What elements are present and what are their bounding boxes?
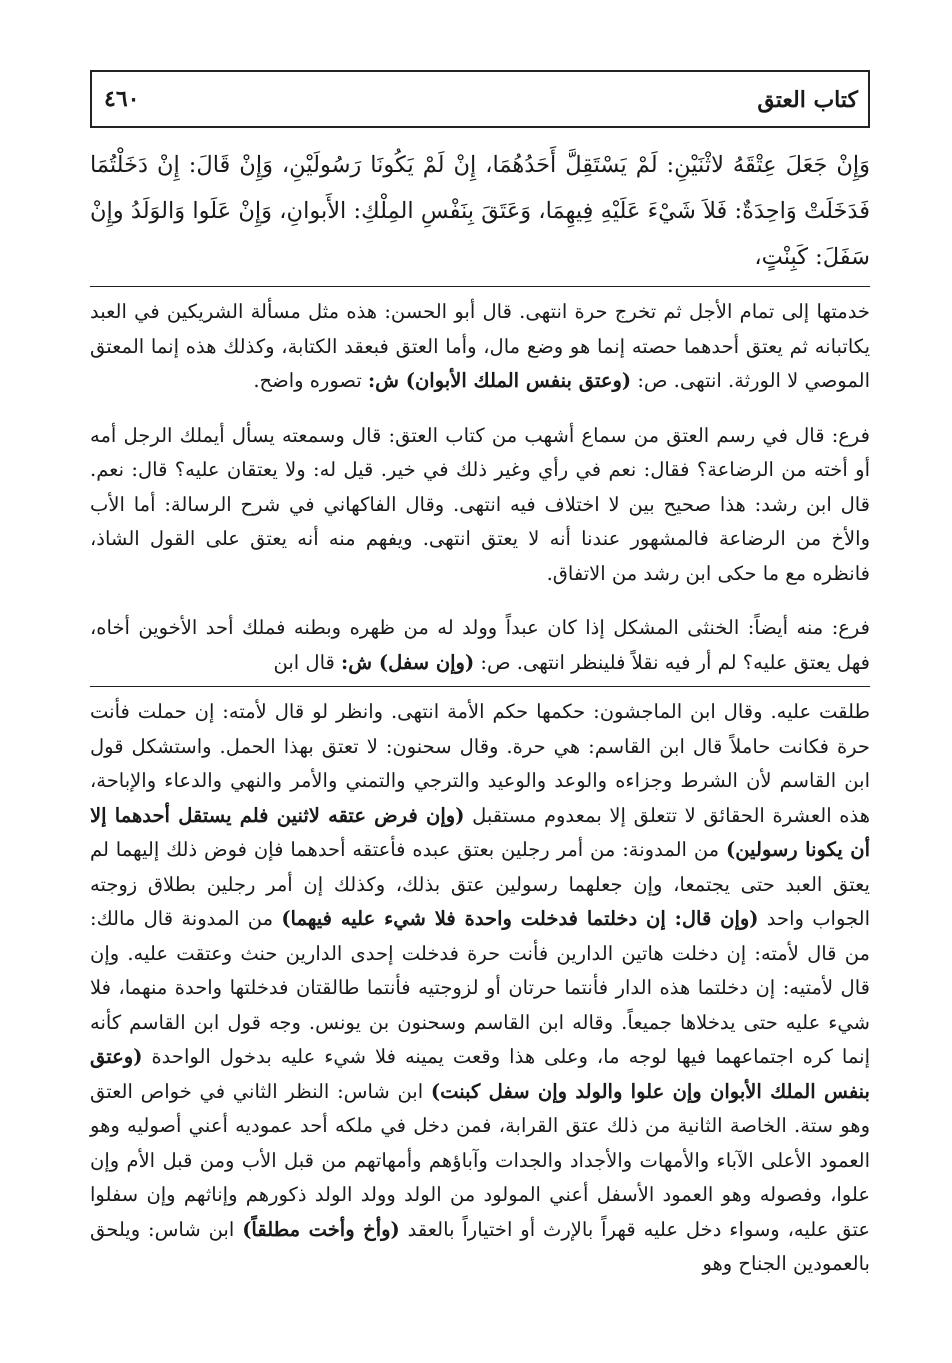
page-header (90, 70, 870, 128)
commentary-paragraph (90, 611, 870, 680)
commentary-section-1 (90, 295, 870, 680)
paragraph-text: من المدونة قال مالك: من قال لأمته: إن دخلت هاتين الدارين فأنت حرة فدخلت إحدى الدارين حنث وعتقت عليه. وإن قال لأمتيه: إن دخلتما هذه الدار فأنتما حرتان أو لزوجتيه فأنتما طالقتان فدخلتها واحدة منهما، فلا شيء عليه حتى يدخلاها جميعاً. وقاله ابن القاسم وسحنون بن يونس. وجه قول ابن القاسم كأنه إنما كره اجتماعهما فيها لوجه ما، وعلى هذا وقعت يمينه فلا شيء عليه بدخول الواحدة (90, 907, 870, 1068)
divider-bottom (90, 686, 870, 687)
quoted-matn: (وعتق بنفس الملك الأبوان وإن علوا والولد وإن سفل كبنت) (90, 1045, 870, 1103)
paragraph-text: طلقت عليه. وقال ابن الماجشون: حكمها حكم الأمة انتهى. وانظر لو قال لأمته: إن حملت فأنت حرة فكانت حاملاً قال ابن القاسم: هي حرة. وقال سحنون: لا تعتق بهذا الحمل. واستشكل قول ابن القاسم لأن الشرط وجزاءه والوعد والوعيد والترجي والتمني والأمر والنهي والدعاء والإباحة، هذه العشرة الحقائق لا تتعلق إلا بمعدوم مستقبل (90, 700, 870, 827)
paragraph-text: من المدونة: من أمر رجلين بعتق عبده فأعتقه أحدهما فإن فوض ذلك إليهما لم يعتق العبد حتى يجتمعا، وإن جعلهما رسولين عتق بذلك، وكذلك إن أمر رجلين بطلاق زوجته الجواب واحد (90, 838, 870, 930)
quoted-matn: (وإن سفل) ش: (341, 650, 475, 674)
paragraph-text: ابن شاس: ويلحق بالعمودين الجناح وهو (90, 1217, 870, 1275)
book-title: كتاب العتق (757, 87, 858, 113)
commentary-paragraph: فرع: قال في رسم العتق من سماع أشهب من كتاب العتق: قال وسمعته يسأل أيملك الرجل أمه أو أخته من الرضاعة؟ فقال: نعم في رأي وغير ذلك في خير. قيل له: ولا يعتقان عليه؟ قال: نعم. قال ابن رشد: هذا صحيح بين لا اختلاف فيه انتهى. وقال الفاكهاني في شرح الرسالة: أما الأب والأخ من الرضاعة فالمشهور عندنا أنه لا يعتق انتهى. ويفهم منه أنه يعتق على القول الشاذ، فانظره مع ما حكى ابن رشد من الاتفاق. (90, 423, 870, 585)
paragraph-gap (90, 399, 870, 419)
commentary-paragraph (90, 295, 870, 399)
paragraph-text: فرع: منه أيضاً: الخنثى المشكل إذا كان عبداً وولد له من ظهره وبطنه فملك أحد الأخوين أخاه، فهل يعتق عليه؟ لم أر فيه نقلاً فلينظر انتهى. ص: (90, 616, 870, 674)
divider-top (90, 286, 870, 287)
quoted-matn: (وإن قال: إن دخلتما فدخلت واحدة فلا شيء عليه فيهما) (281, 907, 759, 930)
paragraph-text: خدمتها إلى تمام الأجل ثم تخرج حرة انتهى. قال أبو الحسن: هذه مثل مسألة الشريكين في العبد يكاتبانه ثم يعتق أحدهما حصته إنما هو وضع مال، وأما العتق فبعقد الكتابة، وكذلك هذه إنما المعتق الموصي لا الورثة. انتهى. ص: (90, 300, 870, 392)
commentary-section-2 (90, 695, 870, 1282)
commentary-paragraph (90, 695, 870, 1282)
quoted-matn: (وأخ وأخت مطلقاً) (242, 1217, 400, 1241)
paragraph-text: قال ابن (273, 650, 342, 674)
paragraph-gap (90, 591, 870, 611)
quoted-matn: (وإن فرض عتقه لاثنين فلم يستقل أحدهما إلا أن يكونا رسولين) (90, 803, 871, 861)
paragraph-text: تصوره واضح. (253, 369, 368, 392)
main-text: وَإِنْ جَعَلَ عِتْقَهُ لاثْنَيْنِ: لَمْ يَسْتَقِلَّ أَحَدُهُمَا، إِنْ لَمْ يَكُونَا رَسُولَيْنِ، وَإِنْ قَالَ: إِنْ دَخَلْتُمَا فَدَخَلَتْ وَاحِدَةٌ: فَلاَ شَيْءَ عَلَيْهِ فِيهِمَا، وَعَتَقَ بِنَفْسِ المِلْكِ: الأَبوانِ، وَإِنْ عَلَوا وَالوَلَدُ وإِنْ سَفَلَ: كَبِنْتٍ، (90, 152, 870, 270)
page (90, 70, 870, 1282)
paragraph-text: ابن شاس: النظر الثاني في خواص العتق وهو ستة. الخاصة الثانية من ذلك عتق القرابة، فمن دخل في ملكه أحد عموديه أعني أصوليه وهو العمود الأعلى الآباء والأمهات والأجداد والجدات وآباؤهم وأمهاتهم من قبل الأب ومن قبل الأم وإن علوا، وفصوله وهو العمود الأسفل أعني المولود من الولد وولد الولد ذكورهم وإناثهم وإن سفلوا عتق عليه، وسواء دخل عليه قهراً بالإرث أو اختياراً بالعقد (90, 1079, 871, 1241)
page-number: ٤٦٠ (104, 86, 140, 112)
quoted-matn: (وعتق بنفس الملك الأبوان) ش: (367, 369, 632, 392)
